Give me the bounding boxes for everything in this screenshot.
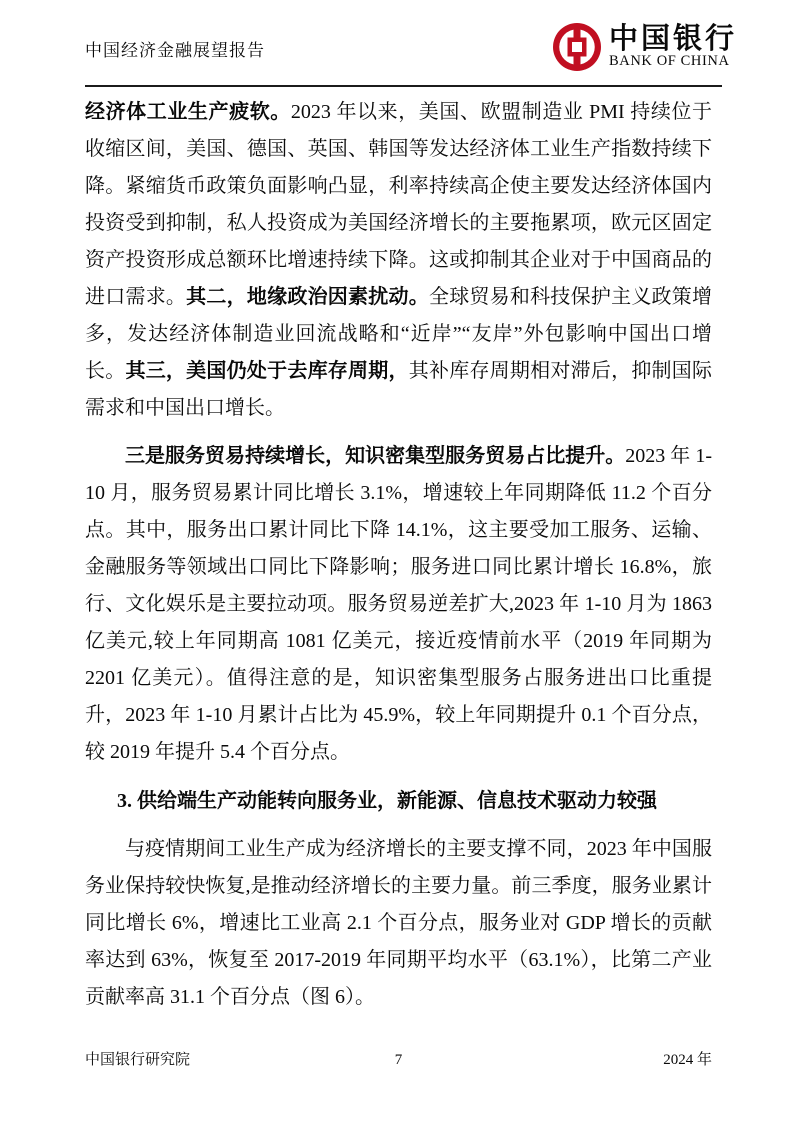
bank-name-en: BANK OF CHINA <box>608 53 730 70</box>
document-body <box>85 94 712 1027</box>
text-run: 全球贸易和科技保护主义政策增多，发达经济体制造业回流战略和“近岸”“友岸”外包影响中国出口增长。 <box>85 286 713 382</box>
bank-of-china-emblem-icon <box>552 22 602 72</box>
page-header <box>85 22 737 72</box>
paragraph-services-production: 与疫情期间工业生产成为经济增长的主要支撑不同，2023 年中国服务业保持较快恢复,是推动经济增长的主要力量。前三季度，服务业累计同比增长 6%，增速比工业高 2.1 个百分点，服务业对 GDP 增长的贡献率达到 63%，恢复至 2017-2019 年同期平均水平（63.1%），比第二产业贡献率高 31.1 个百分点（图 6）。 <box>85 838 712 1008</box>
bold-run-services-trade: 三是服务贸易持续增长，知识密集型服务贸易占比提升。 <box>125 445 626 467</box>
section-heading-3: 3. 供给端生产动能转向服务业，新能源、信息技术驱动力较强 <box>117 790 657 812</box>
paragraph-services-trade <box>85 438 712 771</box>
footer-year: 2024 年 <box>663 1052 712 1068</box>
bold-run-destocking: 其三，美国仍处于去库存周期， <box>125 360 409 382</box>
report-title: 中国经济金融展望报告 <box>85 41 265 60</box>
bold-run-weak-industry: 经济体工业生产疲软。 <box>85 101 291 123</box>
text-run: 其补库存周期相对滞后，抑制国际需求和中国出口增长。 <box>85 360 713 419</box>
bold-run-geopolitics: 其二，地缘政治因素扰动。 <box>186 286 429 308</box>
bank-of-china-logo <box>552 22 737 72</box>
bank-name-cn: 中国银行 <box>608 22 737 55</box>
text-run: 2023 年以来，美国、欧盟制造业 PMI 持续位于收缩区间，美国、德国、英国、韩国等发达经济体工业生产指数持续下降。紧缩货币政策负面影响凸显，利率持续高企使主要发达经济体国内投资受到抑制，私人投资成为美国经济增长的主要拖累项，欧元区固定资产投资形成总额环比增速持续下降。这或抑制其企业对于中国商品的进口需求。 <box>85 101 712 308</box>
footer-institute: 中国银行研究院 <box>85 1052 191 1068</box>
header-divider <box>85 85 722 87</box>
text-run: 2023 年 1-10 月，服务贸易累计同比增长 3.1%，增速较上年同期降低 11.2 个百分点。其中，服务出口累计同比下降 14.1%，这主要受加工服务、运输、金融服务等领域出口同比下降影响；服务进口同比累计增长 16.8%，旅行、文化娱乐是主要拉动项。服务贸易逆差扩大,2023 年 1-10 月为 1863 亿美元,较上年同期高 1081 亿美元，接近疫情前水平（2019 年同期为 2201 亿美元）。值得注意的是，知识密集型服务占服务进出口比重提升，2023 年 1-10 月累计占比为 45.9%，较上年同期提升 0.1 个百分点，较 2019 年提升 5.4 个百分点。 <box>85 445 712 763</box>
paragraph-external-demand <box>85 94 712 427</box>
page-number: 7 <box>394 1052 403 1068</box>
page-footer <box>85 1048 712 1069</box>
bank-logo-text <box>609 24 737 70</box>
